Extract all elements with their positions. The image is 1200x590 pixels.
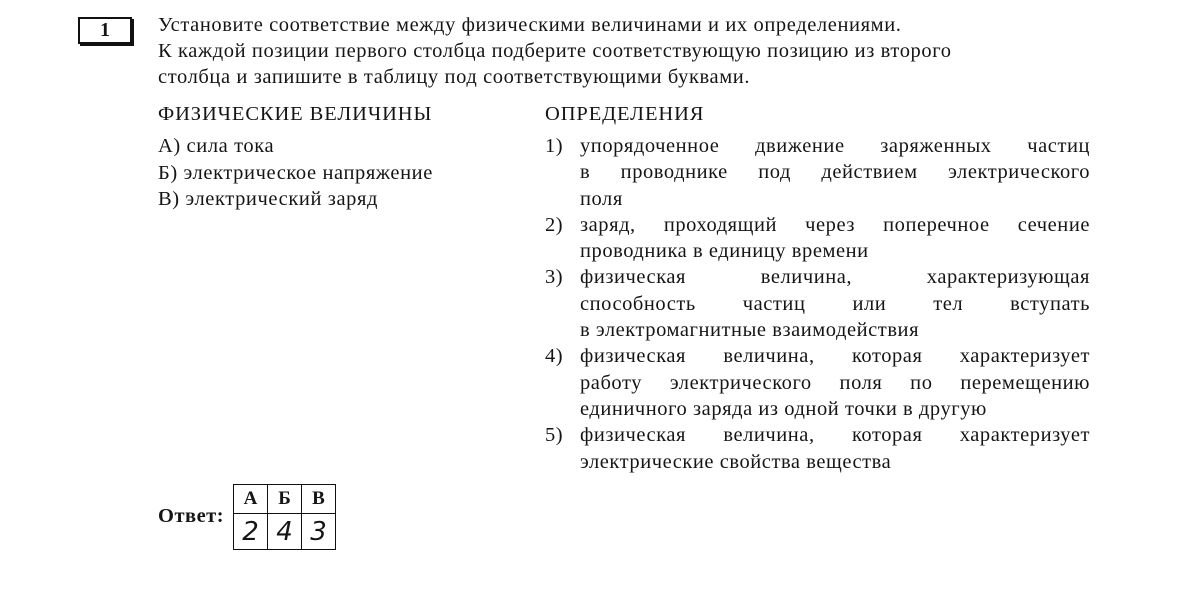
definition-line: проводника в единицу времени (580, 240, 869, 263)
task-line: К каждой позиции первого столбца подберите соответствующую позицию из второго (158, 40, 952, 62)
quantities-list (158, 133, 433, 213)
definition-number: 3) (545, 266, 564, 289)
answer-value-cell[interactable]: 4 (268, 514, 302, 550)
definition-line: заряд, проходящий через поперечное сечение (580, 213, 1090, 236)
definition-number: 2) (545, 213, 564, 236)
left-column-heading: ФИЗИЧЕСКИЕ ВЕЛИЧИНЫ (158, 103, 433, 125)
answer-header-cell: А (234, 485, 268, 514)
right-column-heading: ОПРЕДЕЛЕНИЯ (545, 103, 705, 125)
definition-line: в электромагнитные взаимодействия (580, 319, 920, 342)
definition-line: единичного заряда из одной точки в другую (580, 397, 987, 420)
definition-item (545, 212, 1090, 265)
answer-header-cell: В (302, 485, 336, 514)
quantity-item: А) сила тока (158, 135, 275, 157)
definition-line: физическая величина, которая характеризует (580, 345, 1090, 368)
definition-number: 4) (545, 345, 564, 368)
definition-line: способность частиц или тел вступать (580, 292, 1090, 315)
definition-line: в проводнике под действием электрического (580, 161, 1090, 184)
definition-item (545, 422, 1090, 475)
definition-number: 5) (545, 424, 564, 447)
task-number: 1 (78, 17, 132, 44)
answer-table (233, 484, 336, 550)
answer-label: Ответ: (158, 505, 225, 527)
task-text (158, 12, 1090, 90)
answer-header-row (234, 485, 336, 514)
quantity-item: В) электрический заряд (158, 188, 379, 210)
definition-line: работу электрического поля по перемещению (580, 371, 1090, 394)
task-line: Установите соответствие между физическими величинами и их определениями. (158, 14, 902, 36)
quantity-item: Б) электрическое напряжение (158, 161, 433, 184)
definition-number: 1) (545, 135, 564, 157)
definition-item (545, 133, 1090, 212)
definition-line: упорядоченное движение заряженных частиц (580, 135, 1090, 157)
definition-line: физическая величина, характеризующая (580, 266, 1090, 289)
answer-header-cell: Б (268, 485, 302, 514)
definition-line: электрические свойства вещества (580, 450, 892, 473)
definition-line: поля (580, 187, 623, 210)
task-line: столбца и запишите в таблицу под соответствующими буквами. (158, 66, 751, 88)
definition-item (545, 343, 1090, 422)
definitions-list (545, 133, 1090, 475)
definition-line: физическая величина, которая характеризует (580, 424, 1090, 447)
answer-value-cell[interactable]: 3 (302, 514, 336, 550)
answer-value-row (234, 514, 336, 550)
definition-item (545, 264, 1090, 343)
answer-value-cell[interactable]: 2 (234, 514, 268, 550)
